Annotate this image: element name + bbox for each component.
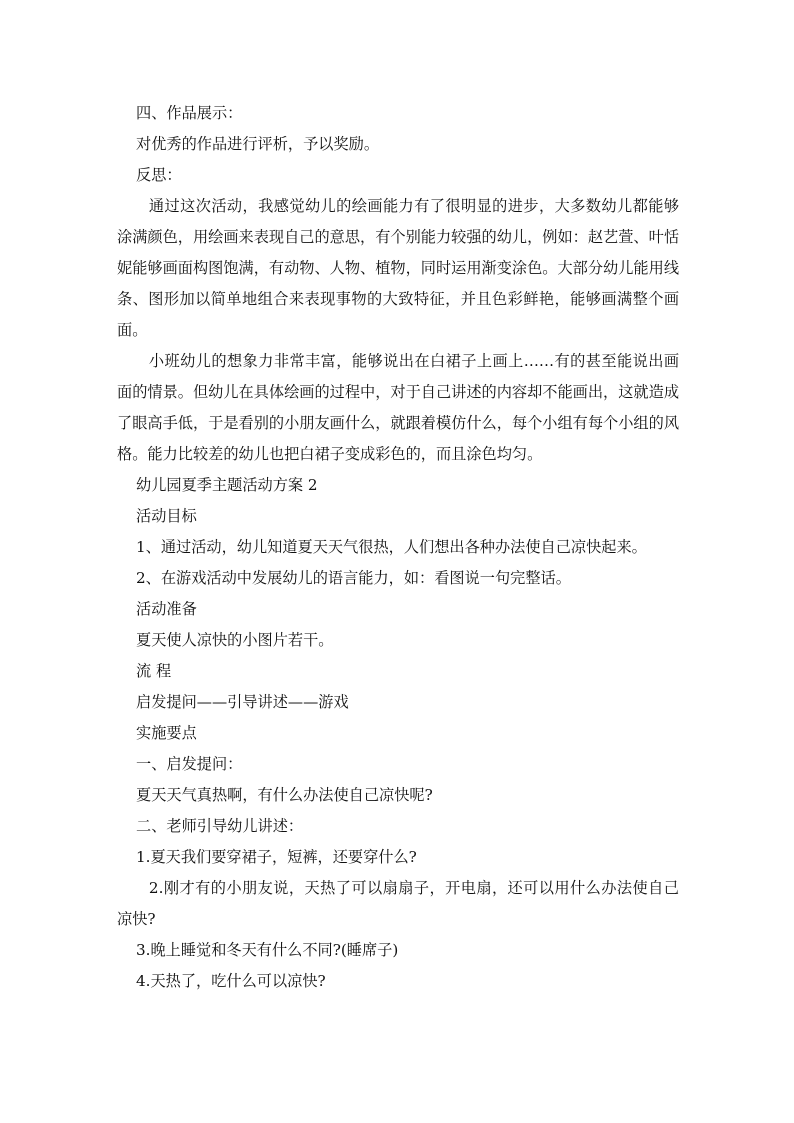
step1-body: 夏天天气真热啊，有什么办法使自己凉快呢?	[136, 786, 433, 804]
section4-title: 四、作品展示：	[136, 104, 243, 122]
reflection-paragraph-2: 小班幼儿的想象力非常丰富，能够说出在白裙子上画上……有的甚至能说出画面的情景。但幼儿在具体绘画的过程中，对于自己讲述的内容却不能画出，这就造成了眼高手低，于是看别的小朋友画什么，就跟着模仿什么，每个小组有每个小组的风格。能力比较差的幼儿也把白裙子变成彩色的，而且涂色均匀。	[117, 352, 679, 463]
reflection-paragraph-1: 通过这次活动，我感觉幼儿的绘画能力有了很明显的进步，大多数幼儿都能够涂满颜色，用绘画来表现自己的意思，有个别能力较强的幼儿，例如：赵艺萱、叶恬妮能够画面构图饱满，有动物、人物、植物，同时运用渐变涂色。大部分幼儿能用线条、图形加以简单地组合来表现事物的大致特征，并且色彩鲜艳，能够画满整个画面。	[117, 197, 679, 339]
prep-body: 夏天使人凉快的小图片若干。	[136, 631, 334, 649]
impl-title: 实施要点	[136, 724, 197, 742]
question-2: 2.刚才有的小朋友说，天热了可以扇扇子，开电扇，还可以用什么办法使自己凉快?	[117, 879, 679, 928]
prep-title: 活动准备	[136, 600, 197, 618]
goal-2: 2、在游戏活动中发展幼儿的语言能力，如：看图说一句完整话。	[136, 569, 571, 587]
question-1: 1.夏天我们要穿裙子，短裤，还要穿什么?	[136, 848, 417, 866]
plan2-title: 幼儿园夏季主题活动方案 2	[136, 476, 318, 494]
step2-title: 二、老师引导幼儿讲述：	[136, 817, 304, 835]
goal-1: 1、通过活动，幼儿知道夏天天气很热，人们想出各种办法使自己凉快起来。	[136, 538, 647, 556]
section4-body: 对优秀的作品进行评析，予以奖励。	[136, 135, 379, 153]
flow-body: 启发提问——引导讲述——游戏	[136, 693, 349, 711]
document-body	[117, 98, 679, 997]
goals-title: 活动目标	[136, 507, 197, 525]
reflection-title: 反思：	[136, 166, 182, 184]
question-4: 4.天热了，吃什么可以凉快?	[136, 972, 326, 990]
question-3: 3.晚上睡觉和冬天有什么不同?(睡席子)	[136, 941, 399, 959]
step1-title: 一、启发提问：	[136, 755, 243, 773]
flow-title: 流 程	[136, 662, 172, 680]
